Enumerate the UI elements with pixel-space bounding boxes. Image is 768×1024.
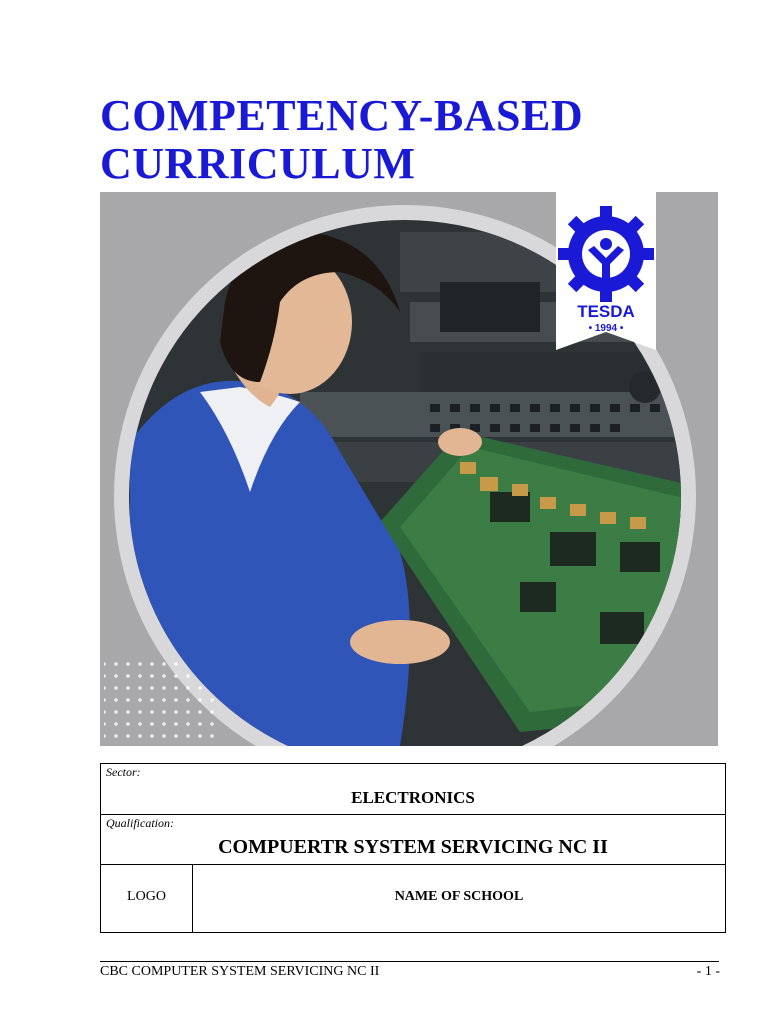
qualification-row [101,815,725,865]
tesda-logo [556,192,656,350]
title-line-2: CURRICULUM [100,139,416,188]
sector-row [101,764,725,815]
sector-value: ELECTRONICS [351,788,475,807]
sector-label: Sector: [106,765,141,779]
logo-year: • 1994 • [588,323,624,334]
document-title [100,92,583,188]
logo-placeholder: LOGO [127,889,166,904]
cover-image [100,192,718,746]
qualification-value: COMPUERTR SYSTEM SERVICING NC II [218,836,608,858]
footer-divider [100,961,719,962]
school-logo-cell [101,865,193,933]
footer-text: CBC COMPUTER SYSTEM SERVICING NC II [100,964,380,979]
logo-text: TESDA [577,302,635,321]
curriculum-info-table [100,763,726,933]
page-number: - 1 - [696,964,720,979]
title-line-1: COMPETENCY-BASED [100,91,584,140]
school-row [101,865,725,933]
school-name: NAME OF SCHOOL [394,889,524,904]
qualification-label: Qualification: [106,816,174,830]
school-name-cell [193,865,725,933]
